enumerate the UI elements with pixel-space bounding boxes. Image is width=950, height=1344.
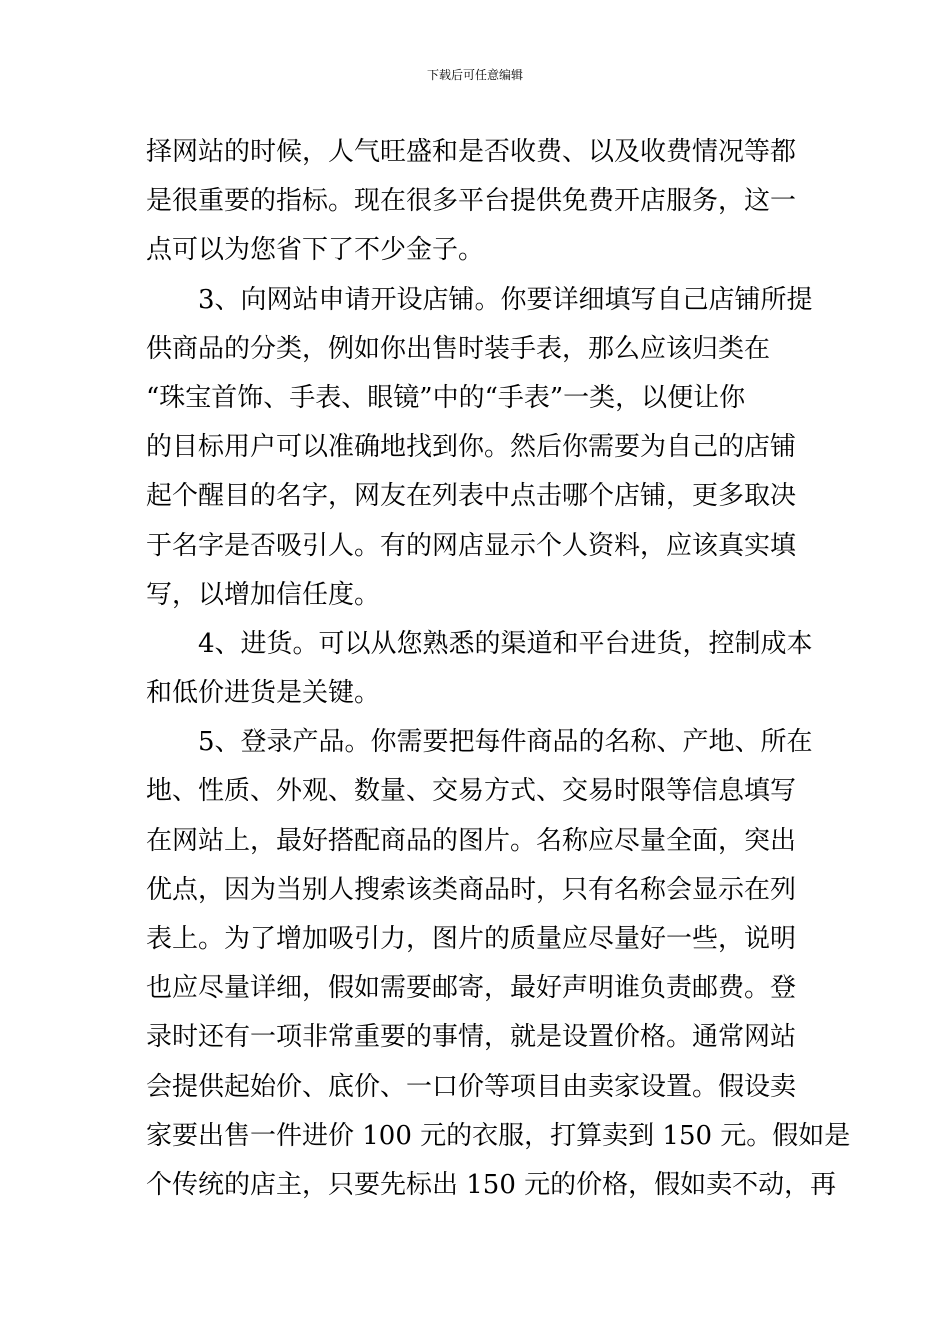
text-line: 起个醒目的名字，网友在列表中点击哪个店铺，更多取决 [146, 481, 797, 512]
text-line: 会提供起始价、底价、一口价等项目由卖家设置。假设卖 [146, 1071, 797, 1102]
text-line: 是很重要的指标。现在很多平台提供免费开店服务，这一 [146, 186, 797, 217]
text-line: 供商品的分类，例如你出售时装手表，那么应该归类在 [146, 333, 771, 364]
text-line: 的目标用户可以准确地找到你。然后你需要为自己的店铺 [146, 432, 797, 463]
text-line: 择网站的时候，人气旺盛和是否收费、以及收费情况等都 [146, 137, 797, 167]
text-line: 点可以为您省下了不少金子。 [146, 235, 485, 266]
paragraph-start-line: 5、登录产品。你需要把每件商品的名称、产地、所在 [198, 727, 813, 758]
text-line: 优点，因为当别人搜索该类商品时，只有名称会显示在列 [146, 874, 797, 905]
text-line: 家要出售一件进价 100 元的衣服，打算卖到 150 元。假如是 [146, 1120, 851, 1151]
text-line: 和低价进货是关键。 [146, 678, 381, 709]
text-line: 地、性质、外观、数量、交易方式、交易时限等信息填写 [146, 776, 797, 807]
text-line: “珠宝首饰、手表、眼镜”中的“手表”一类，以便让你 [146, 382, 746, 413]
paragraph-start-line: 4、进货。可以从您熟悉的渠道和平台进货，控制成本 [198, 628, 813, 659]
text-line: 表上。为了增加吸引力，图片的质量应尽量好一些，说明 [146, 924, 797, 954]
text-line: 于名字是否吸引人。有的网店显示个人资料，应该真实填 [146, 530, 797, 561]
text-line: 在网站上，最好搭配商品的图片。名称应尽量全面，突出 [146, 825, 797, 856]
body-text [146, 128, 851, 1210]
text-line: 个传统的店主，只要先标出 150 元的价格，假如卖不动，再 [146, 1169, 837, 1200]
page-header: 下载后可任意编辑 [426, 68, 523, 82]
text-line: 也应尽量详细，假如需要邮寄，最好声明谁负责邮费。登 [146, 973, 797, 1004]
paragraph-start-line: 3、向网站申请开设店铺。你要详细填写自己店铺所提 [198, 284, 813, 315]
text-line: 写，以增加信任度。 [146, 579, 381, 610]
text-line: 录时还有一项非常重要的事情，就是设置价格。通常网站 [146, 1022, 797, 1053]
